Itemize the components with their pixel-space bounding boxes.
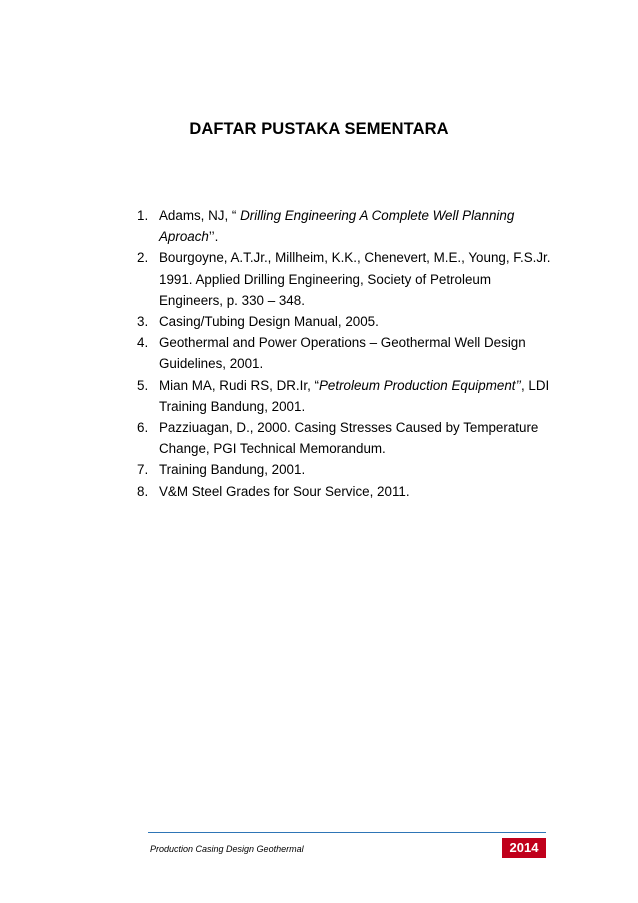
reference-title: Drilling Engineering A Complete Well Planning Aproach: [159, 208, 515, 245]
footer-year-badge: 2014: [502, 838, 546, 858]
list-item-number: 3.: [137, 314, 149, 330]
list-item: [137, 311, 557, 332]
list-item: [137, 459, 557, 480]
list-item-number: 4.: [137, 335, 149, 351]
reference-text: Adams, NJ, “: [159, 208, 241, 223]
reference-text: Training Bandung, 2001.: [159, 462, 306, 478]
reference-text: Bourgoyne, A.T.Jr., Millheim, K.K., Chenevert, M.E., Young, F.S.Jr. 1991. Applied Drilling Engineering, Society of Petroleum Engineers, p. 330 – 348.: [159, 250, 551, 308]
list-item: [137, 247, 557, 311]
list-item: [137, 417, 557, 459]
reference-title: Petroleum Production Equipment’’: [318, 377, 521, 393]
list-item: [137, 205, 557, 247]
list-item-number: 2.: [137, 250, 149, 266]
reference-text: Mian MA, Rudi RS, DR.Ir, “: [159, 377, 319, 393]
reference-list: [137, 205, 557, 502]
list-item-number: 6.: [137, 420, 149, 436]
page-footer: [148, 832, 546, 859]
list-item-number: 7.: [137, 462, 149, 478]
list-item-number: 1.: [137, 208, 149, 223]
reference-text: Geothermal and Power Operations – Geothermal Well Design Guidelines, 2001.: [159, 335, 526, 372]
footer-document-title: Production Casing Design Geothermal: [150, 844, 304, 854]
page-title: DAFTAR PUSTAKA SEMENTARA: [189, 120, 449, 138]
list-item-number: 5.: [137, 377, 149, 393]
list-item-number: 8.: [137, 483, 149, 499]
list-item: [137, 375, 557, 417]
reference-text-end: ’’.: [208, 229, 219, 245]
list-item: [137, 332, 557, 374]
reference-text-end: , LDI Training Bandung, 2001.: [159, 377, 550, 414]
reference-text: Casing/Tubing Design Manual, 2005.: [159, 314, 379, 330]
reference-text: Pazziuagan, D., 2000. Casing Stresses Caused by Temperature Change, PGI Technical Memorandum.: [159, 420, 539, 457]
list-item: [137, 481, 557, 502]
reference-text: V&M Steel Grades for Sour Service, 2011.: [159, 483, 410, 499]
